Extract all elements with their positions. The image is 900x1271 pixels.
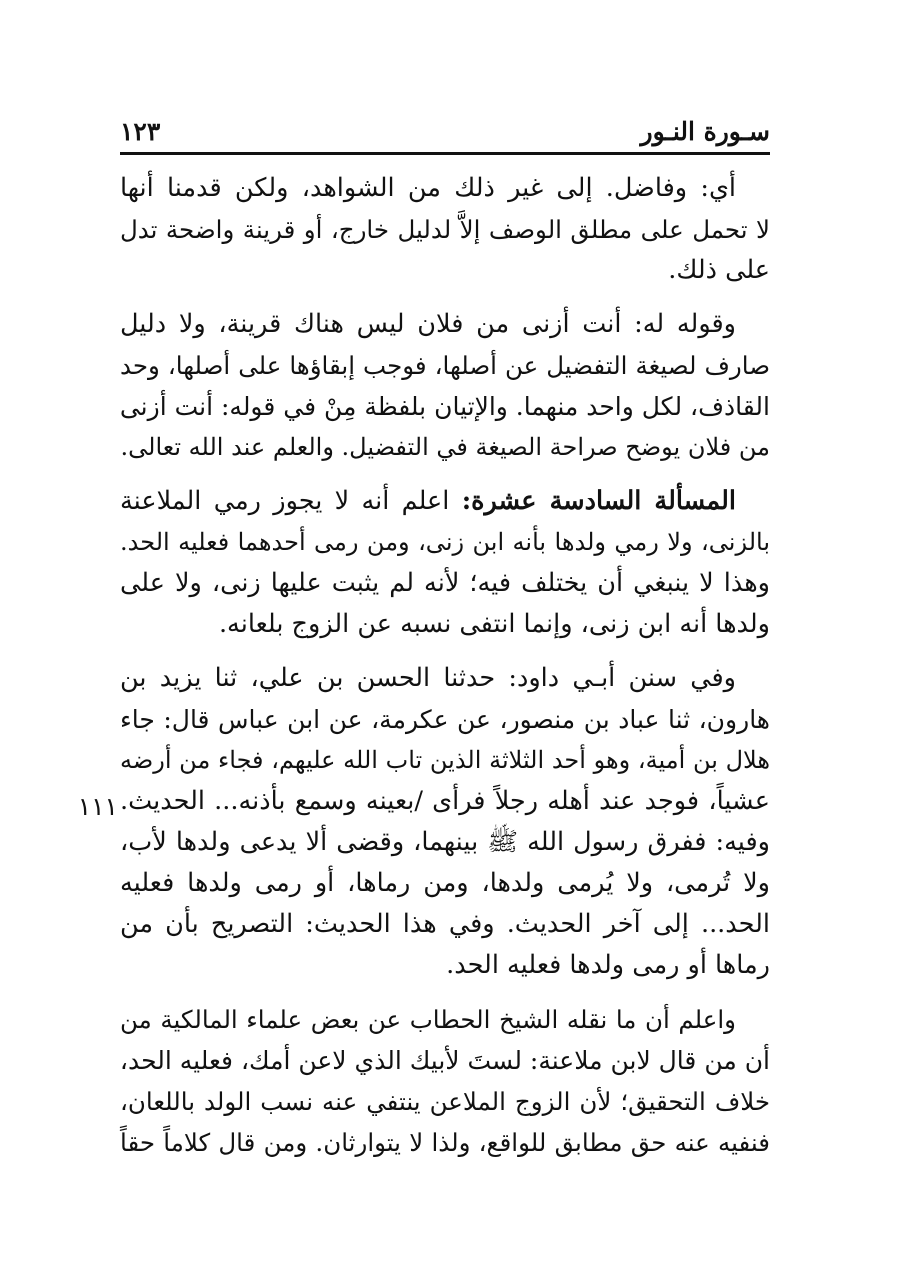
margin-page-reference: ١١١: [77, 792, 118, 821]
text-line: أي: وفاضل. إلى غير ذلك من الشواهد، ولكن قدمنا أنها: [120, 173, 736, 203]
text-line: فنفيه عنه حق مطابق للواقع، ولذا لا يتوارثان. ومن قال كلاماً حقاً: [120, 1128, 770, 1157]
text-line: على ذلك.: [668, 255, 770, 285]
text-line: هلال بن أمية، وهو أحد الثلاثة الذين تاب الله عليهم، فجاء من أرضه: [120, 746, 770, 774]
text-line: لا تحمل على مطلق الوصف إلاَّ لدليل خارج، أو قرينة واضحة تدل: [120, 215, 770, 244]
issue-heading: المسألة السادسة عشرة:: [461, 486, 736, 516]
paragraph-2: [120, 304, 770, 468]
text-line: الحد... إلى آخر الحديث. وفي هذا الحديث: التصريح بأن من: [120, 909, 770, 939]
text-line: القاذف، لكل واحد منهما. والإتيان بلفظة مِنْ في قوله: أنت أزنى: [119, 392, 770, 421]
page-header: [120, 108, 770, 155]
text-line: عشياً، فوجد عند أهله رجلاً فرأى /بعينه وسمع بأذنه... الحديث.: [120, 786, 770, 816]
text-line: وفي سنن أبـي داود: حدثنا الحسن بن علي، ثنا يزيد بن: [120, 663, 736, 693]
text-line: واعلم أن ما نقله الشيخ الحطاب عن بعض علماء المالكية من: [120, 1005, 736, 1034]
page-number: ١٢٣: [120, 117, 161, 146]
text-line: [120, 481, 770, 522]
text-line: وقوله له: أنت أزنى من فلان ليس هناك قرينة، ولا دليل: [120, 309, 736, 339]
text-line-rest: اعلم أنه لا يجوز رمي الملاعنة: [120, 486, 462, 516]
text-line: ولا تُرمى، ولا يُرمى ولدها، ومن رماها، أو رمى ولدها فعليه: [120, 868, 770, 898]
text-line: وفيه: ففرق رسول الله ﷺ بينهما، وقضى ألا يدعى ولدها لأب،: [120, 827, 770, 857]
text-line: بالزنى، ولا رمي ولدها بأنه ابن زنى، ومن رمى أحدهما فعليه الحد.: [120, 528, 770, 556]
text-line: من فلان يوضح صراحة الصيغة في التفضيل. والعلم عند الله تعالى.: [120, 433, 770, 461]
text-line: ولدها أنه ابن زنى، وإنما انتفى نسبه عن الزوج بلعانه.: [218, 609, 770, 639]
text-line: هارون، ثنا عباد بن منصور، عن عكرمة، عن ابن عباس قال: جاء: [120, 705, 770, 734]
paragraph-5: [120, 999, 770, 1163]
paragraph-3: [120, 481, 770, 645]
text-line: رماها أو رمى ولدها فعليه الحد.: [446, 950, 770, 980]
text-line: أن من قال لابن ملاعنة: لستَ لأبيك الذي لاعن أمك، فعليه الحد،: [119, 1046, 770, 1075]
paragraph-4: [120, 658, 770, 986]
surah-title: سـورة النـور: [640, 117, 770, 146]
text-line: صارف لصيغة التفضيل عن أصلها، فوجب إبقاؤها على أصلها، وحد: [120, 351, 770, 380]
page-body: [120, 168, 770, 1176]
text-line: خلاف التحقيق؛ لأن الزوج الملاعن ينتفي عنه نسب الولد باللعان،: [120, 1087, 770, 1116]
text-line: وهذا لا ينبغي أن يختلف فيه؛ لأنه لم يثبت عليها زنى، ولا على: [120, 568, 770, 598]
paragraph-1: [120, 168, 770, 291]
